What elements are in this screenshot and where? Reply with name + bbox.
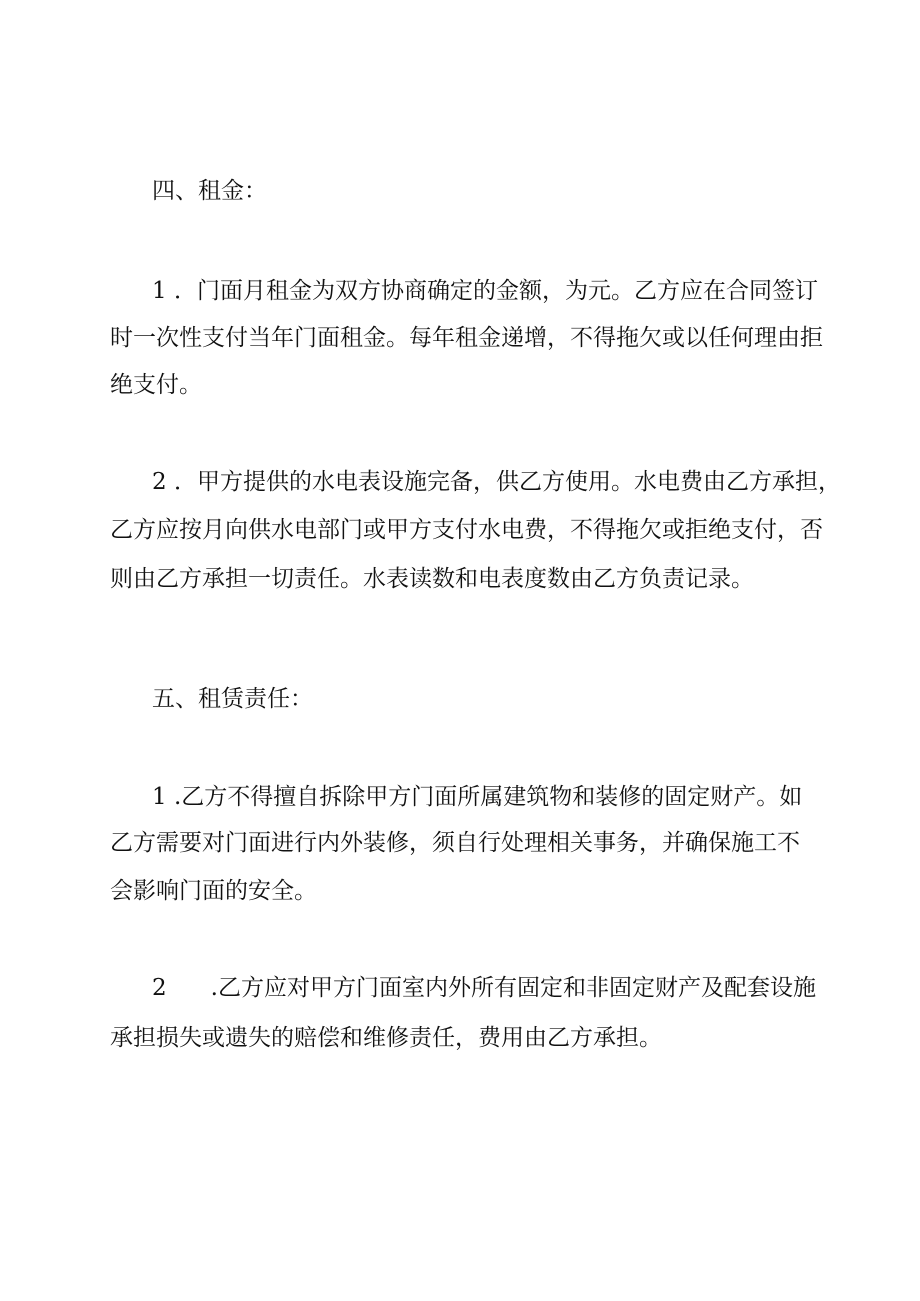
paragraph-number: 1: [152, 278, 167, 304]
paragraph-text: ．门面月租金为双方协商确定的金额，为元。乙方应在合同签订: [173, 278, 818, 304]
paragraph-text: ．甲方提供的水电表设施完备，供乙方使用。水电费由乙方承担，: [173, 469, 841, 495]
paragraph-line: 则由乙方承担一切责任。水表读数和电表度数由乙方负责记录。: [110, 566, 754, 592]
paragraph-text: .乙方不得擅自拆除甲方门面所属建筑物和装修的固定财产。如: [173, 784, 803, 810]
paragraph-line: 承担损失或遗失的赔偿和维修责任，费用由乙方承担。: [110, 1025, 662, 1051]
paragraph-line: 乙方应按月向供水电部门或甲方支付水电费，不得拖欠或拒绝支付，否: [110, 517, 823, 543]
paragraph-line: [152, 276, 872, 306]
paragraph-line: 时一次性支付当年门面租金。每年租金递增，不得拖欠或以任何理由拒: [110, 325, 823, 351]
paragraph-line: 会影响门面的安全。: [110, 878, 317, 904]
paragraph-text: .乙方应对甲方门面室内外所有固定和非固定财产及配套设施: [210, 975, 816, 1001]
paragraph-number: 1: [152, 784, 167, 810]
paragraph-line: [152, 467, 872, 497]
paragraph-line: 乙方需要对门面进行内外装修，须自行处理相关事务，并确保施工不: [110, 830, 800, 856]
paragraph-number: 2: [152, 469, 167, 495]
section-heading-rent: 四、租金：: [152, 178, 267, 204]
paragraph-line: [152, 973, 872, 1003]
paragraph-line: 绝支付。: [110, 372, 202, 398]
section-heading-lease-liability: 五、租赁责任：: [152, 686, 313, 712]
paragraph-number: 2: [152, 975, 167, 1001]
paragraph-line: [152, 782, 872, 812]
